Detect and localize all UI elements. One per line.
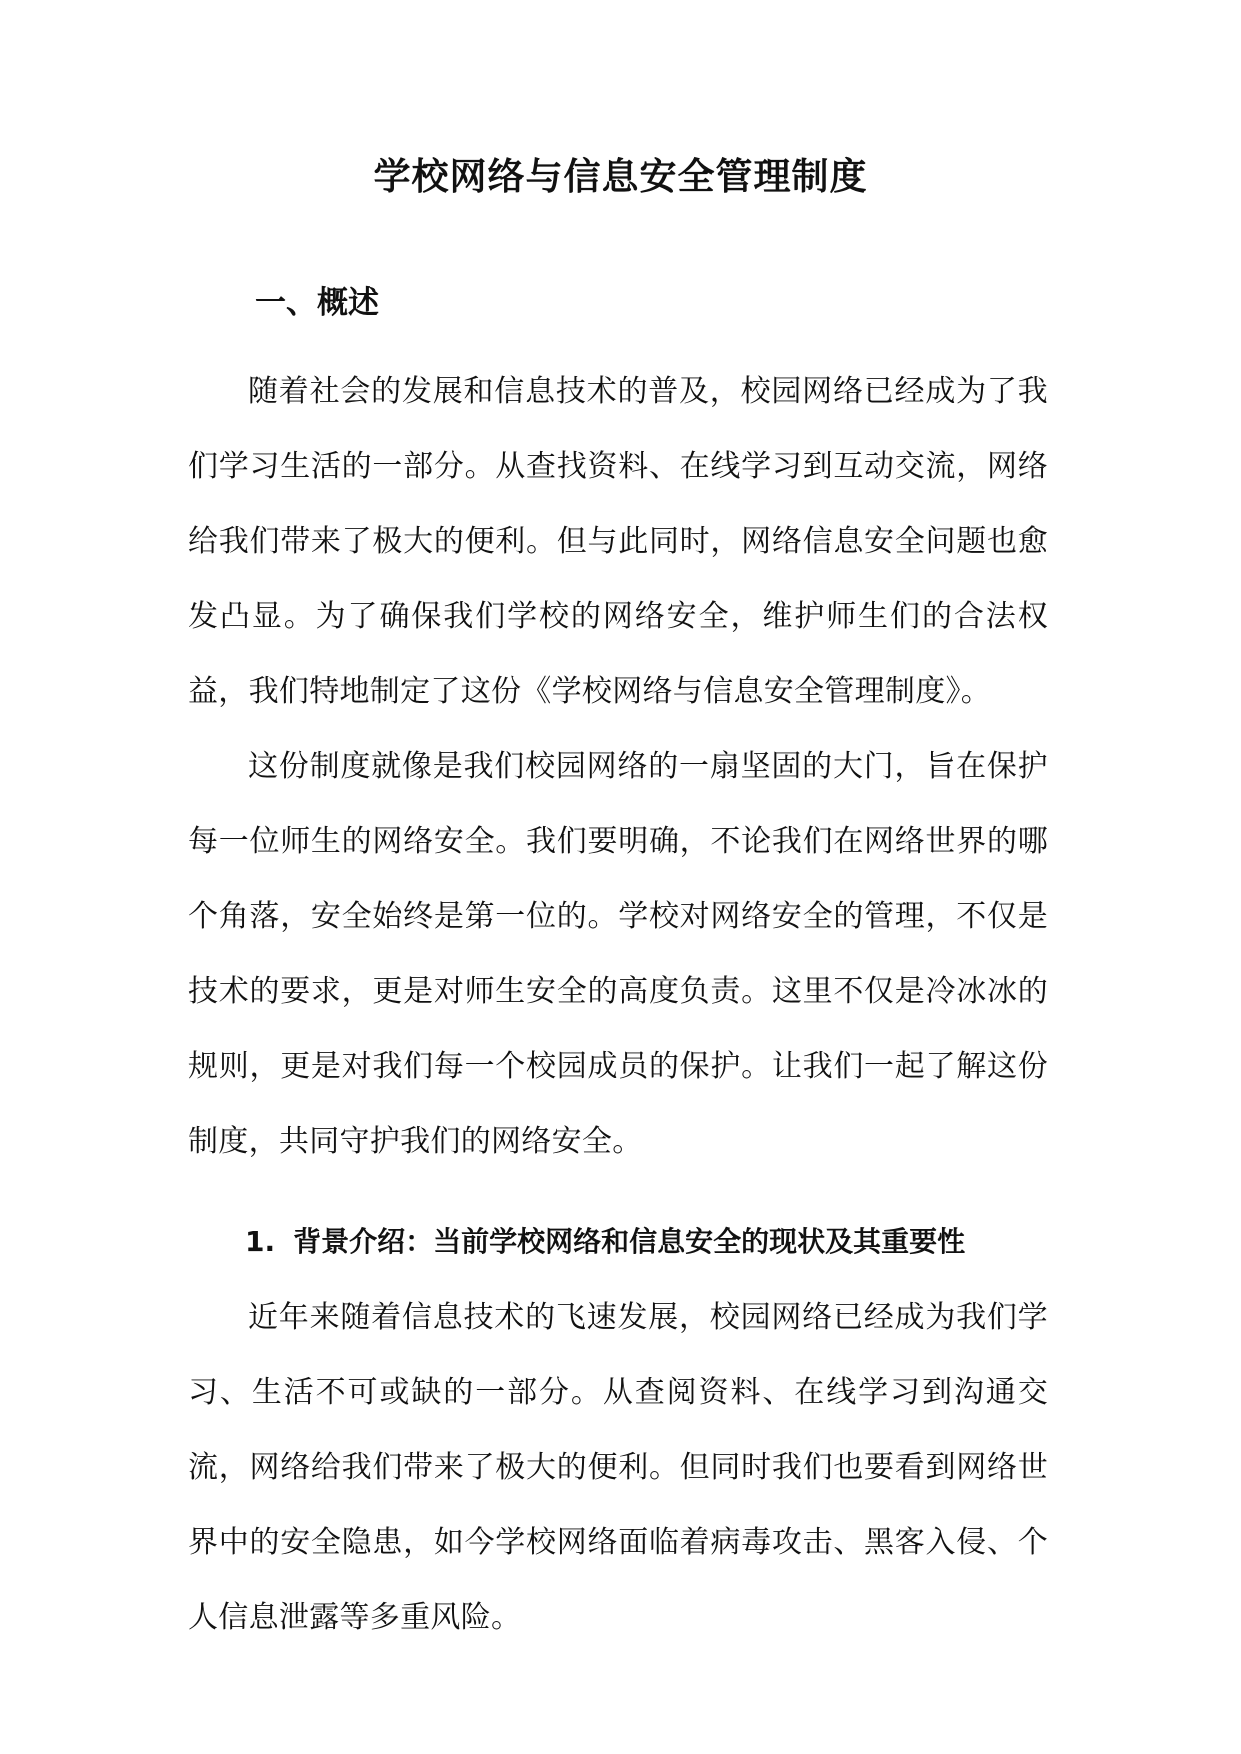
subsection-heading-text: 背景介绍：当前学校网络和信息安全的现状及其重要性 [293, 1225, 966, 1258]
background-paragraph-1: 近年来随着信息技术的飞速发展，校园网络已经成为我们学习、生活不可或缺的一部分。从查阅资料、在线学习到沟通交流，网络给我们带来了极大的便利。但同时我们也要看到网络世界中的安全隐患，如今学校网络面临着病毒攻击、黑客入侵、个人信息泄露等多重风险。 [188, 1300, 1048, 1635]
document-title: 学校网络与信息安全管理制度 [373, 154, 868, 198]
section-heading-overview: 一、概述 [255, 285, 379, 321]
subsection-heading-background [245, 1217, 965, 1267]
subsection-number: 1. [245, 1225, 276, 1258]
overview-paragraph-1: 随着社会的发展和信息技术的普及，校园网络已经成为了我们学习生活的一部分。从查找资料、在线学习到互动交流，网络给我们带来了极大的便利。但与此同时，网络信息安全问题也愈发凸显。为了确保我们学校的网络安全，维护师生们的合法权益，我们特地制定了这份《学校网络与信息安全管理制度》。 [188, 374, 1048, 709]
overview-paragraph-2: 这份制度就像是我们校园网络的一扇坚固的大门，旨在保护每一位师生的网络安全。我们要明确，不论我们在网络世界的哪个角落，安全始终是第一位的。学校对网络安全的管理，不仅是技术的要求，更是对师生安全的高度负责。这里不仅是冷冰冰的规则，更是对我们每一个校园成员的保护。让我们一起了解这份制度，共同守护我们的网络安全。 [188, 749, 1048, 1159]
